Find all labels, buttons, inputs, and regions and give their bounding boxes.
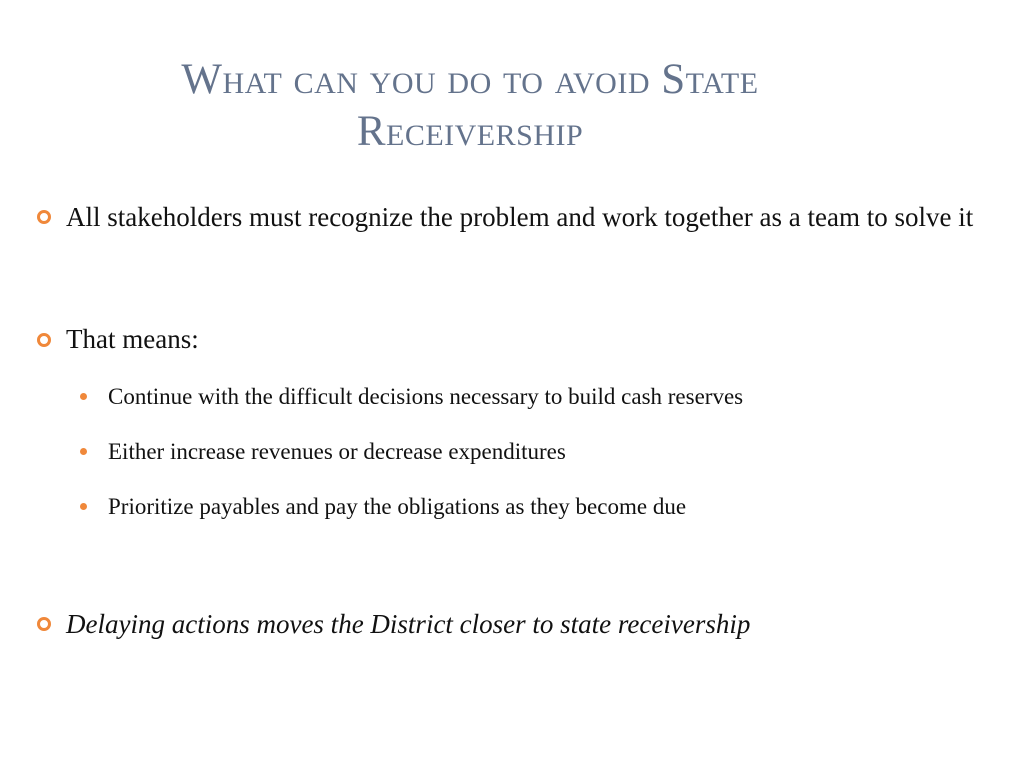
sub-item-prioritize-payables: Prioritize payables and pay the obligations as they become due (108, 494, 687, 519)
dot-bullet-icon (80, 503, 87, 510)
ring-bullet-icon (37, 210, 51, 224)
dot-bullet-icon (80, 448, 87, 455)
sub-item-revenues-expenditures: Either increase revenues or decrease expenditures (108, 439, 566, 464)
bullet-item-that-means: That means: (66, 324, 199, 354)
bullet-item-stakeholders: All stakeholders must recognize the problem and work together as a team to solve it (66, 202, 974, 232)
ring-bullet-icon (37, 333, 51, 347)
ring-bullet-icon (37, 617, 51, 631)
sub-item-cash-reserves: Continue with the difficult decisions necessary to build cash reserves (108, 384, 744, 409)
slide-title-line-1: What can you do to avoid State (181, 56, 759, 103)
slide-title-line-2: Receivership (356, 108, 584, 155)
bullet-item-delaying-actions: Delaying actions moves the District closer to state receivership (66, 609, 751, 639)
dot-bullet-icon (80, 393, 87, 400)
